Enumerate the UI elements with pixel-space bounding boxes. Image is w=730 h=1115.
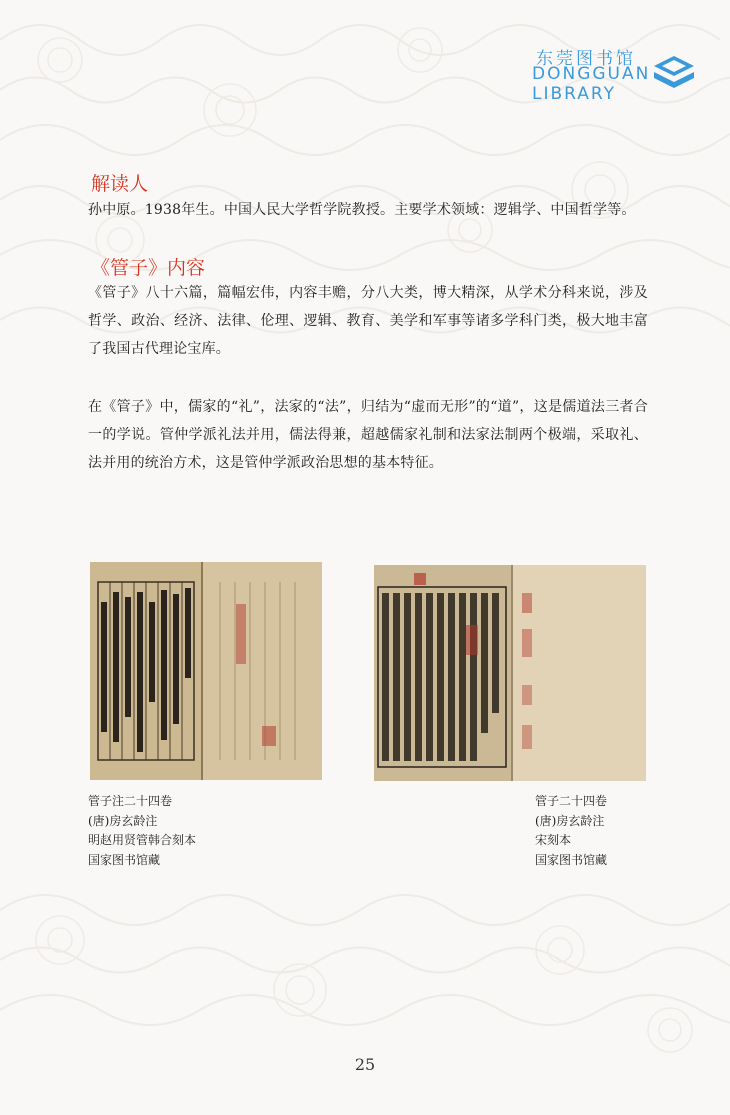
content-paragraph-2: 在《管子》中，儒家的“礼”，法家的“法”，归结为“虚而无形”的“道”，这是儒道法三者合一的学说。管仲学派礼法并用，儒法得兼，超越儒家礼制和法家法制两个极端，采取礼、法并用的统治方术，这是管仲学派政治思想的基本特征。 [88,399,648,471]
caption-edition: 明赵用贤管韩合刻本 [88,833,197,847]
page-number: 25 [354,1055,376,1074]
logo-english-line2: LIBRARY [532,84,617,104]
logo-chinese-name: 东莞图书馆 [536,49,636,69]
ancient-book-photo-2 [374,565,646,781]
caption-collection: 国家图书馆藏 [535,852,608,867]
figure-caption-1 [88,792,196,870]
ancient-book-photo-1 [90,562,322,780]
caption-collection: 国家图书馆藏 [88,852,161,867]
library-logo [532,44,702,106]
section-heading-interpreter: 解读人 [91,173,149,195]
interpreter-bio: 孙中原。1938年生。中国人民大学哲学院教授。主要学术领域：逻辑学、中国哲学等。 [88,202,636,218]
logo-english-line1: DONGGUAN [532,64,651,84]
caption-annotator: (唐)房玄龄注 [88,813,158,828]
library-logo-icon [652,54,696,90]
caption-title: 管子注二十四卷 [88,794,173,808]
caption-title: 管子二十四卷 [535,794,608,808]
caption-annotator: (唐)房玄龄注 [535,813,605,828]
caption-edition: 宋刻本 [535,833,572,847]
figure-caption-2 [535,792,607,870]
content-paragraph-1: 《管子》八十六篇，篇幅宏伟，内容丰赡，分八大类，博大精深，从学术分科来说，涉及哲学、政治、经济、法律、伦理、逻辑、教育、美学和军事等诸多学科门类，极大地丰富了我国古代理论宝库。 [88,285,648,357]
section-heading-content: 《管子》内容 [91,257,206,279]
